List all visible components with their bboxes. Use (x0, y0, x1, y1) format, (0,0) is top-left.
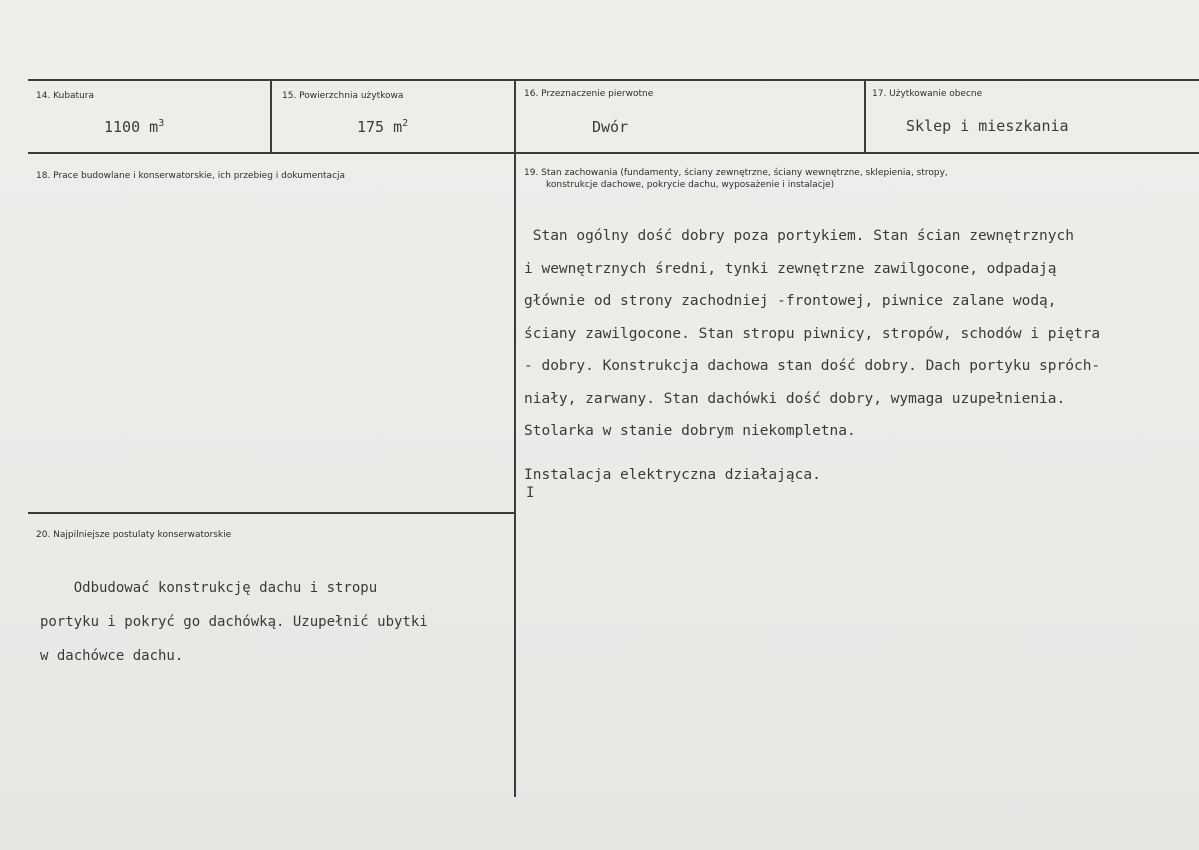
condition-line: głównie od strony zachodniej -frontowej, piwnice zalane wodą, (524, 293, 1057, 309)
field-18-label: 18. Prace budowlane i konserwatorskie, ich przebieg i dokumentacja (36, 171, 346, 181)
field-15-value (357, 118, 408, 136)
postulate-line: portyku i pokryć go dachówką. Uzupełnić ubytki (40, 614, 428, 630)
field-19-text (524, 220, 1100, 448)
area-value: 175 m (357, 118, 403, 136)
cubature-exponent: 3 (158, 118, 165, 129)
field-15-label: 15. Powierzchnia użytkowa (282, 91, 404, 101)
header-bottom-rule (28, 152, 1199, 154)
field-19-extra-line: Instalacja elektryczna działająca. (524, 467, 821, 483)
condition-line: Stolarka w stanie dobrym niekompletna. (524, 423, 856, 439)
field-19-label-line2: konstrukcje dachowe, pokrycie dachu, wyposażenie i instalacje) (546, 180, 835, 190)
field-16-label: 16. Przeznaczenie pierwotne (524, 89, 654, 99)
typed-cursor-mark: I (526, 485, 535, 501)
section-20-top-rule (28, 512, 516, 514)
divider-16-17 (864, 79, 866, 154)
field-17-value: Sklep i mieszkania (906, 117, 1069, 135)
area-exponent: 2 (402, 118, 409, 129)
field-19-label-line1: 19. Stan zachowania (fundamenty, ściany zewnętrzne, ściany wewnętrzne, sklepienia, stropy, (524, 168, 948, 178)
field-20-text (40, 571, 428, 673)
condition-line: niały, zarwany. Stan dachówki dość dobry, wymaga uzupełnienia. (524, 390, 1066, 407)
field-14-label: 14. Kubatura (36, 91, 95, 101)
postulate-line: Odbudować konstrukcję dachu i stropu (40, 580, 378, 596)
field-16-value: Dwór (592, 118, 629, 136)
condition-line: - dobry. Konstrukcja dachowa stan dość dobry. Dach portyku spróch- (524, 358, 1101, 374)
top-rule (28, 79, 1199, 81)
field-17-label: 17. Użytkowanie obecne (872, 89, 983, 99)
divider-15-16 (514, 79, 516, 797)
field-20-label: 20. Najpilniejsze postulaty konserwatorskie (36, 530, 232, 540)
field-14-value (104, 118, 164, 136)
condition-line: ściany zawilgocone. Stan stropu piwnicy, stropów, schodów i piętra (524, 325, 1101, 342)
divider-14-15 (270, 79, 272, 154)
condition-line: Stan ogólny dość dobry poza portykiem. Stan ścian zewnętrznych (524, 228, 1074, 244)
condition-line: i wewnętrznych średni, tynki zewnętrzne zawilgocone, odpadają (524, 260, 1057, 277)
postulate-line: w dachówce dachu. (40, 648, 184, 664)
cubature-value: 1100 m (104, 118, 159, 136)
